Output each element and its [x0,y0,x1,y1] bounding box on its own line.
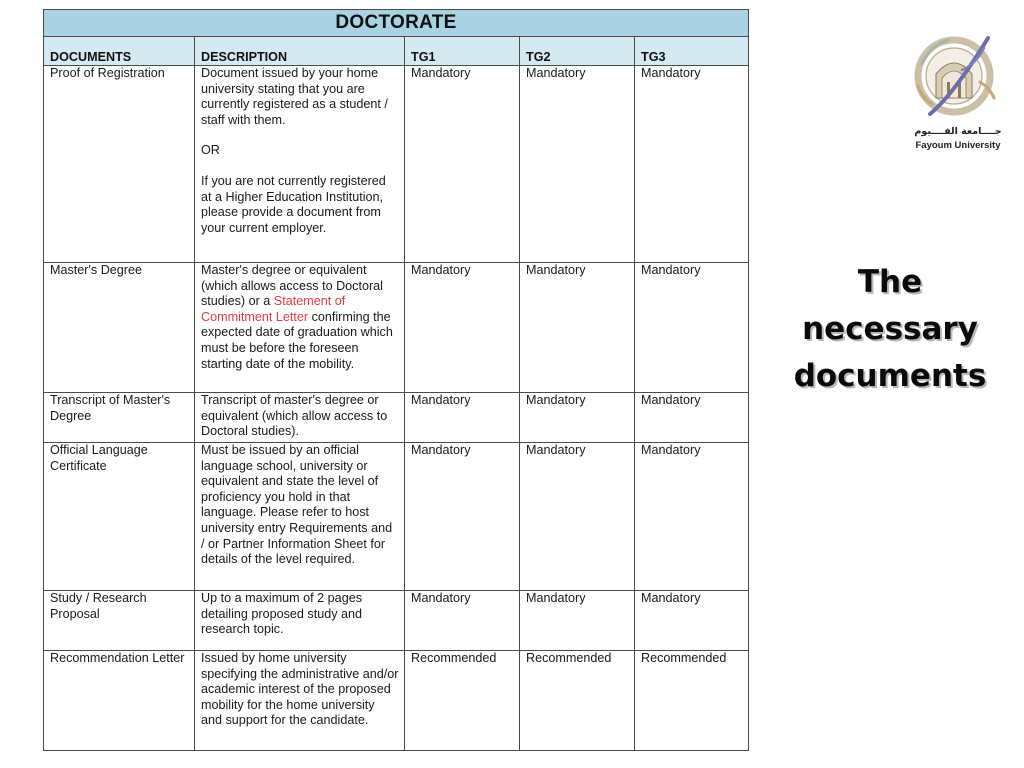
table-row [44,393,749,443]
commitment-letter-link[interactable]: Statement of Commitment Letter [201,294,346,324]
tg3-cell: Mandatory [635,591,749,651]
description-cell: Transcript of master's degree or equivalent (which allow access to Doctoral studies). [195,393,405,443]
description-cell [195,263,405,393]
document-cell: Official Language Certificate [44,443,195,591]
tg2-cell: Mandatory [520,66,635,263]
header-description: DESCRIPTION [195,37,405,66]
description-text: Master's degree or equivalent (which allows access to Doctoral studies) or a [201,263,383,309]
tg1-cell: Recommended [405,651,520,751]
description-cell: Up to a maximum of 2 pages detailing proposed study and research topic. [195,591,405,651]
description-paragraph: OR [201,143,220,158]
description-paragraph: If you are not currently registered at a Higher Education Institution, please provide a document from your current employer. [201,173,386,235]
table-row [44,651,749,751]
document-cell: Proof of Registration [44,66,195,263]
tg3-cell: Recommended [635,651,749,751]
tg2-cell: Mandatory [520,443,635,591]
tg3-cell: Mandatory [635,263,749,393]
tg2-cell: Recommended [520,651,635,751]
document-cell: Recommendation Letter [44,651,195,751]
description-text: confirming the expected date of graduation which must be before the foreseen starting date of the mobility. [201,309,393,371]
tg2-cell: Mandatory [520,393,635,443]
tg3-cell: Mandatory [635,393,749,443]
header-tg1: TG1 [405,37,520,66]
slide-heading-line: The [857,264,923,300]
description-cell: Must be issued by an official language school, university or equivalent and state the level of proficiency you hold in that language. Please refer to host university entry Requirements and / or Partner Information Sheet for details of the level required. [195,443,405,591]
logo-english-name: Fayoum University [915,140,1001,151]
slide-heading [770,259,1010,400]
tg1-cell: Mandatory [405,591,520,651]
header-tg2: TG2 [520,37,635,66]
tg1-cell: Mandatory [405,393,520,443]
description-cell [195,66,405,263]
description-paragraph: Document issued by your home university stating that you are currently registered as a student / staff with them. [201,66,388,127]
table-row [44,66,749,263]
doctorate-table [43,9,749,751]
description-cell: Issued by home university specifying the administrative and/or academic interest of the proposed mobility for the home university and support for the candidate. [195,651,405,751]
slide-heading-line: necessary [802,311,978,347]
document-cell: Transcript of Master's Degree [44,393,195,443]
tg1-cell: Mandatory [405,66,520,263]
header-documents: DOCUMENTS [44,37,195,66]
tg2-cell: Mandatory [520,263,635,393]
tg2-cell: Mandatory [520,591,635,651]
table-title-row [44,10,749,37]
table-row [44,443,749,591]
tg1-cell: Mandatory [405,263,520,393]
logo-arabic-name: جــــامعة الفــــيوم [914,126,1002,137]
header-tg3: TG3 [635,37,749,66]
table-header-row [44,37,749,66]
document-cell: Study / Research Proposal [44,591,195,651]
tg1-cell: Mandatory [405,443,520,591]
tg3-cell: Mandatory [635,66,749,263]
document-cell: Master's Degree [44,263,195,393]
table-row [44,263,749,393]
table-row [44,591,749,651]
slide-heading-line: documents [793,358,987,394]
tg3-cell: Mandatory [635,443,749,591]
table-title: DOCTORATE [44,10,749,37]
